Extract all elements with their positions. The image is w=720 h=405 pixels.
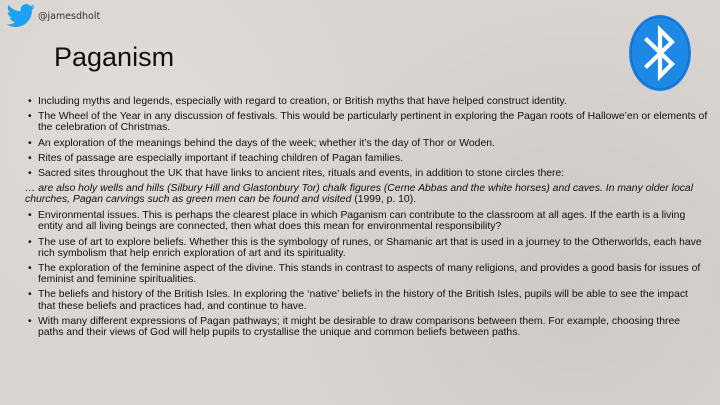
twitter-header xyxy=(6,4,36,33)
quote-block xyxy=(25,183,708,205)
bullet-british-isles: • The beliefs and history of the British Isles. In exploring the ‘native’ beliefs in the history of the British Isles, pupils will be able to see the impact that these beliefs and practices had, and continue to have. xyxy=(28,289,708,311)
bullet-pagan-pathways: • With many different expressions of Pagan pathways; it might be desirable to draw comparisons between them. For example, choosing three paths and their views of God will help pupils to crystallise the unique and common beliefs between paths. xyxy=(28,316,708,338)
slide-content xyxy=(25,96,708,342)
bullet-art: • The use of art to explore beliefs. Whether this is the symbology of runes, or Shamanic art that is used in a journey to the Otherworlds, each have rich symbolism that help enrich exploration of art and its spirituality. xyxy=(28,237,708,259)
quote-text: … are also holy wells and hills (Silbury Hill and Glastonbury Tor) chalk figures (Cerne Abbas and the white horses) and caves. In many older local churches, Pagan carvings such as green men can be found and visited xyxy=(25,183,694,206)
slide-title: Paganism xyxy=(54,42,175,72)
bullet-feminine-divine: • The exploration of the feminine aspect of the divine. This stands in contrast to aspects of many religions, and provides a good basis for issues of feminist and feminine spiritualities. xyxy=(28,263,708,285)
twitter-bird-icon xyxy=(6,4,36,33)
bullet-wheel-of-year: • The Wheel of the Year in any discussion of festivals. This would be particularly pertinent in exploring the Pagan roots of Hallowe’en or elements of the celebration of Christmas. xyxy=(28,111,708,133)
quote-citation: (1999, p. 10). xyxy=(351,194,417,206)
bluetooth-icon xyxy=(628,14,692,92)
bullet-rites-of-passage: • Rites of passage are especially important if teaching children of Pagan families. xyxy=(28,153,708,164)
twitter-handle: @jamesdholt xyxy=(38,11,101,22)
bullet-sacred-sites: • Sacred sites throughout the UK that have links to ancient rites, rituals and events, in addition to stone circles there: xyxy=(28,168,708,179)
bullet-environmental: • Environmental issues. This is perhaps the clearest place in which Paganism can contribute to the classroom at all ages. If the earth is a living entity and all living beings are connected, then what does this mean for environmental responsibility? xyxy=(28,210,708,232)
bullet-myths: • Including myths and legends, especially with regard to creation, or British myths that have helped construct identity. xyxy=(28,96,708,107)
bullet-days-of-week: • An exploration of the meanings behind the days of the week; whether it’s the day of Thor or Woden. xyxy=(28,138,708,149)
